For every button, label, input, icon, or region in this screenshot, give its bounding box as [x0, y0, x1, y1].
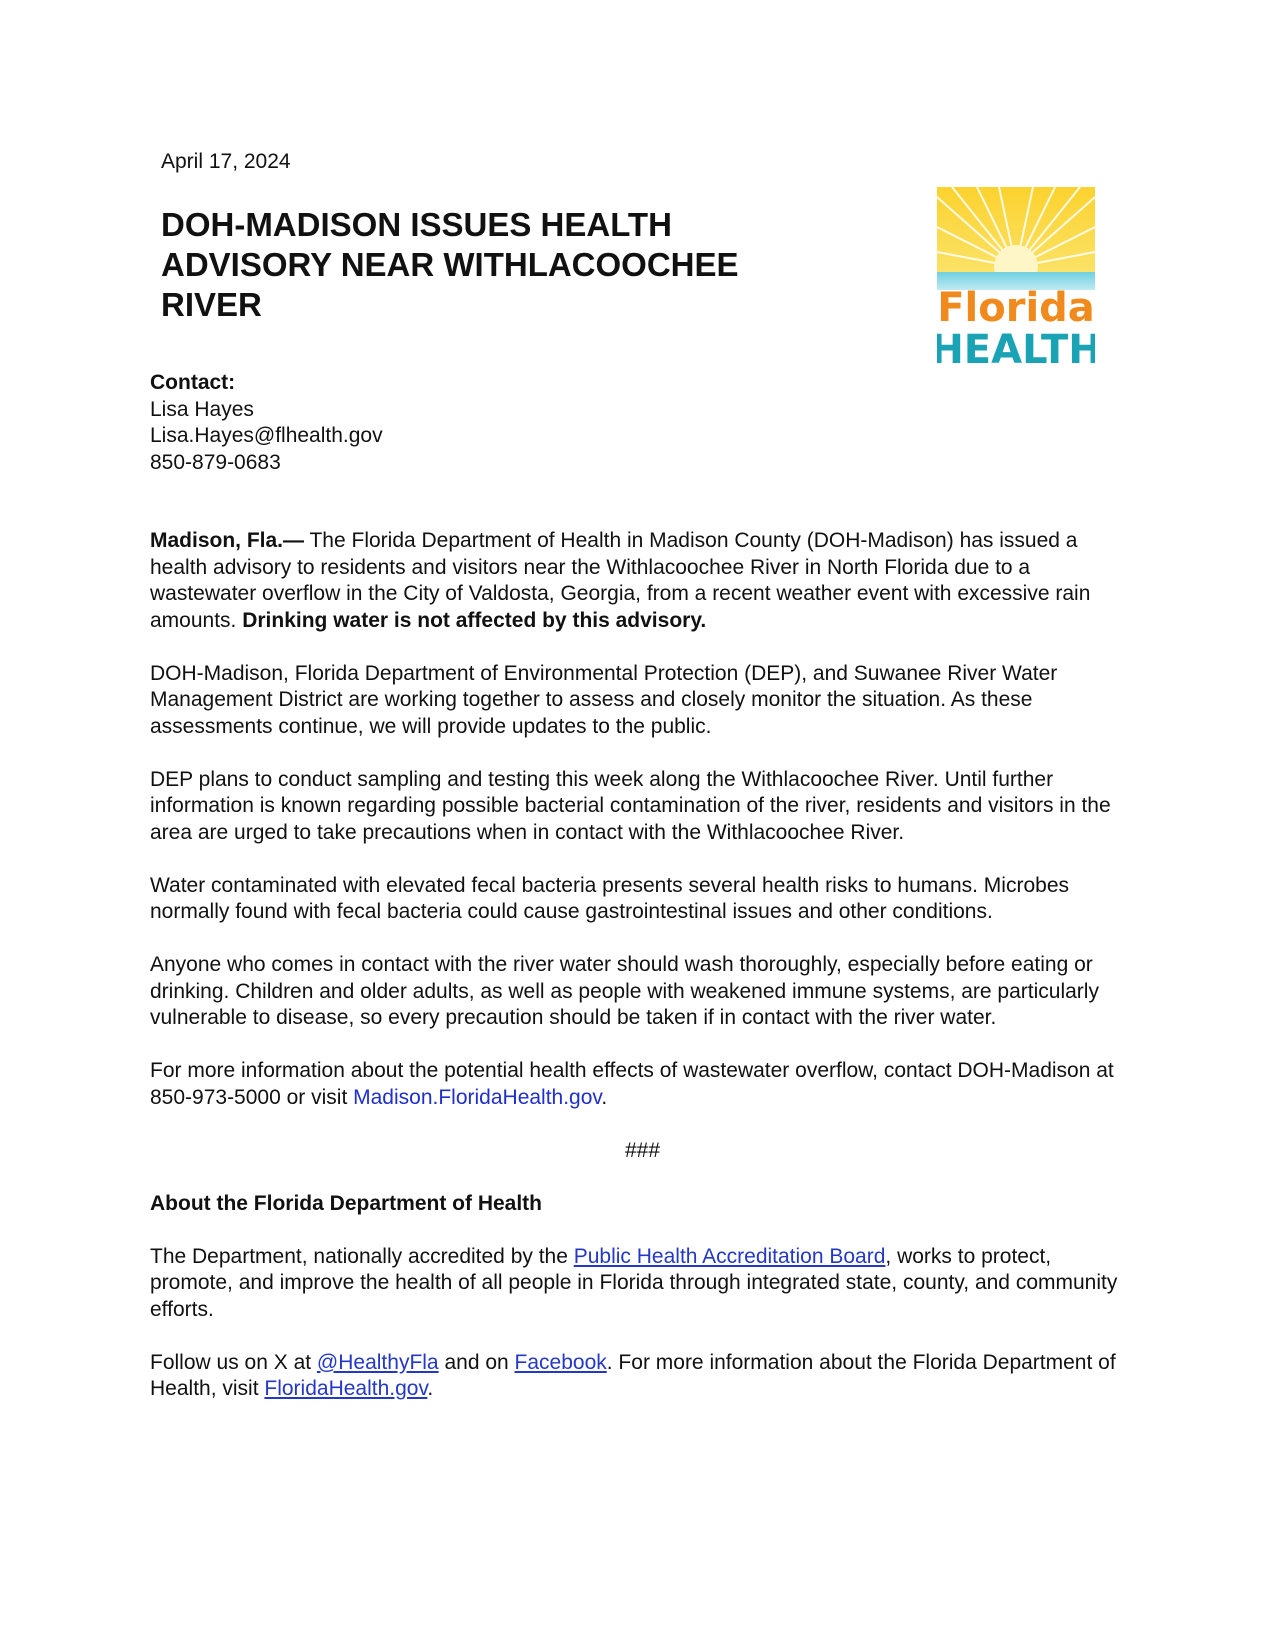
twitter-link[interactable]: @HealthyFla — [316, 1350, 439, 1374]
paragraph-about — [150, 1244, 1135, 1324]
paragraph-intro — [150, 528, 1135, 634]
punctuation: . — [601, 1085, 608, 1109]
paragraph-agencies: DOH-Madison, Florida Department of Environmental Protection (DEP), and Suwanee River Water Management District are working together to assess and closely monitor the situation. As these assessments continue, we will provide updates to the public. — [150, 661, 1058, 738]
contact-name: Lisa Hayes — [150, 397, 254, 421]
punctuation: . — [427, 1377, 434, 1400]
svg-text:Florida: Florida — [937, 285, 1095, 331]
floridahealth-link[interactable]: FloridaHealth.gov — [264, 1377, 428, 1400]
facebook-link[interactable]: Facebook — [514, 1350, 607, 1374]
intro-text: The Florida Department of Health in Madison County (DOH-Madison) has issued a health advisory to residents and visitors near the Withlacoochee River in North Florida due to a wastewater overflow in the City of Valdosta, Georgia, from a recent weather event with excessive rain amounts. — [150, 529, 1091, 632]
phab-link[interactable]: Public Health Accreditation Board — [573, 1244, 886, 1268]
contact-email: Lisa.Hayes@flhealth.gov — [150, 424, 383, 447]
paragraph-follow — [150, 1350, 1135, 1403]
paragraph-risks: Water contaminated with elevated fecal bacteria presents several health risks to humans. Microbes normally found with fecal bacteria could cause gastrointestinal issues and other conditions. — [150, 873, 1069, 923]
sun-logo-icon — [937, 187, 1095, 367]
dateline: Madison, Fla.— — [150, 529, 305, 552]
madison-health-link[interactable]: Madison.FloridaHealth.gov — [353, 1085, 602, 1109]
title-line: RIVER — [161, 286, 262, 323]
paragraph-sampling: DEP plans to conduct sampling and testing this week along the Withlacoochee River. Until further information is known regarding possible bacterial contamination of the river, residents and visitors in the area are urged to take precautions when in contact with the Withlacoochee River. — [150, 767, 1111, 844]
end-separator: ### — [624, 1138, 661, 1162]
contact-phone: 850-879-0683 — [150, 450, 281, 474]
more-info-text: For more information about the potential health effects of wastewater overflow, contact DOH-Madison at 850-973-5000 or visit — [150, 1059, 1114, 1109]
drinking-water-notice: Drinking water is not affected by this advisory. — [242, 608, 707, 632]
contact-block — [150, 370, 383, 476]
article-body — [150, 528, 1135, 1429]
title-line: DOH-MADISON ISSUES HEALTH — [161, 206, 672, 243]
about-text: The Department, nationally accredited by the — [150, 1244, 574, 1268]
follow-text-mid: and on — [438, 1350, 515, 1374]
about-heading: About the Florida Department of Health — [150, 1191, 543, 1215]
florida-health-logo — [937, 187, 1095, 367]
page-title — [161, 205, 801, 325]
paragraph-precautions: Anyone who comes in contact with the river water should wash thoroughly, especially before eating or drinking. Children and older adults, as well as people with weakened immune systems, are particularly vulnerable to disease, so every precaution should be taken if in contact with the river water. — [150, 953, 1099, 1029]
release-date: April 17, 2024 — [161, 150, 291, 173]
contact-label: Contact: — [150, 371, 236, 394]
follow-text-mid2: . For more information about the Florida Department of Health, visit — [150, 1350, 1116, 1400]
about-text-end: , works to protect, promote, and improve the health of all people in Florida through integrated state, county, and community efforts. — [150, 1244, 1118, 1321]
svg-text:HEALTH: HEALTH — [937, 327, 1095, 367]
follow-text: Follow us on X at — [150, 1350, 317, 1374]
title-line: ADVISORY NEAR WITHLACOOCHEE — [161, 246, 739, 283]
paragraph-more-info — [150, 1058, 1135, 1111]
